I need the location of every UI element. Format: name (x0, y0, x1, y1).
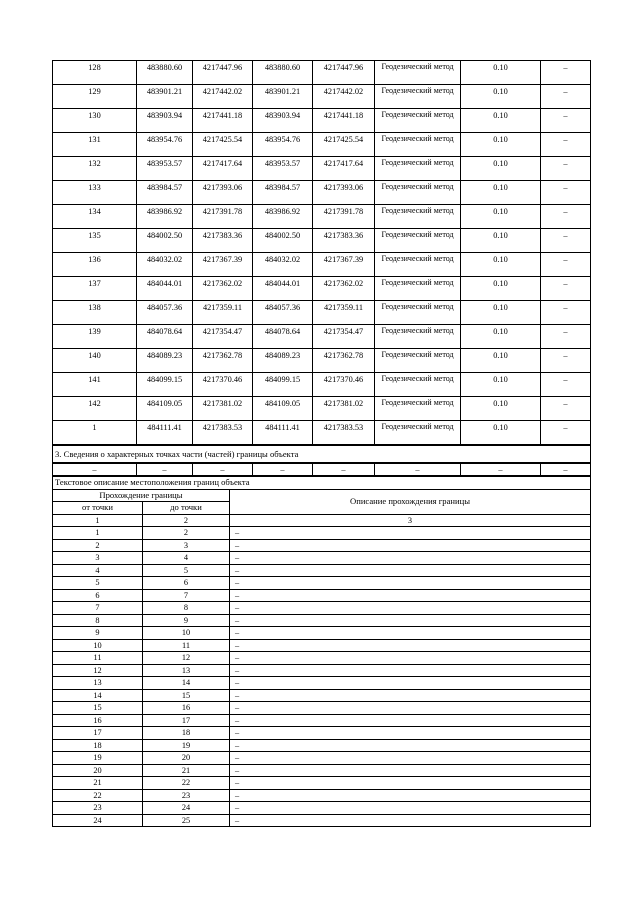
from-point: 24 (53, 814, 143, 827)
x-coordinate: 483880.60 (137, 61, 193, 85)
point-number: 129 (53, 85, 137, 109)
method-cell: Геодезический метод (375, 325, 461, 349)
boundary-row (53, 564, 591, 577)
description-cell: – (541, 85, 591, 109)
to-point: 5 (143, 564, 230, 577)
boundary-description: – (230, 802, 591, 815)
dash-cell: – (461, 464, 541, 476)
x-coordinate: 484109.05 (137, 397, 193, 421)
coordinate-row (53, 253, 591, 277)
coordinate-row (53, 85, 591, 109)
x-coordinate-new: 483901.21 (253, 85, 313, 109)
x-coordinate-new: 483880.60 (253, 61, 313, 85)
coordinate-row (53, 373, 591, 397)
to-point: 23 (143, 789, 230, 802)
from-point: 1 (53, 527, 143, 540)
from-point: 23 (53, 802, 143, 815)
to-point: 22 (143, 777, 230, 790)
to-point: 24 (143, 802, 230, 815)
y-coordinate-new: 4217447.96 (313, 61, 375, 85)
accuracy-cell: 0.10 (461, 397, 541, 421)
y-coordinate: 4217354.47 (193, 325, 253, 349)
x-coordinate: 483953.57 (137, 157, 193, 181)
description-header: Описание прохождения границы (230, 489, 591, 514)
section3-title-row (53, 446, 591, 463)
to-point: 21 (143, 764, 230, 777)
from-point: 16 (53, 714, 143, 727)
y-coordinate: 4217441.18 (193, 109, 253, 133)
y-coordinate-new: 4217367.39 (313, 253, 375, 277)
y-coordinate: 4217442.02 (193, 85, 253, 109)
from-point: 18 (53, 739, 143, 752)
y-coordinate-new: 4217441.18 (313, 109, 375, 133)
boundary-description: – (230, 789, 591, 802)
accuracy-cell: 0.10 (461, 349, 541, 373)
description-cell: – (541, 133, 591, 157)
description-cell: – (541, 277, 591, 301)
boundary-row (53, 652, 591, 665)
coordinate-row (53, 229, 591, 253)
accuracy-cell: 0.10 (461, 253, 541, 277)
y-coordinate: 4217447.96 (193, 61, 253, 85)
x-coordinate: 484078.64 (137, 325, 193, 349)
text-description-table (52, 476, 591, 827)
description-cell: – (541, 205, 591, 229)
y-coordinate-new: 4217362.78 (313, 349, 375, 373)
dash-cell: – (313, 464, 375, 476)
method-cell: Геодезический метод (375, 301, 461, 325)
y-coordinate: 4217383.36 (193, 229, 253, 253)
coordinate-row (53, 421, 591, 445)
from-point: 19 (53, 752, 143, 765)
column-number: 3 (230, 514, 591, 527)
passage-header: Прохождение границы (53, 489, 230, 502)
x-coordinate-new: 484044.01 (253, 277, 313, 301)
method-cell: Геодезический метод (375, 157, 461, 181)
x-coordinate-new: 484032.02 (253, 253, 313, 277)
boundary-description: – (230, 564, 591, 577)
accuracy-cell: 0.10 (461, 61, 541, 85)
accuracy-cell: 0.10 (461, 229, 541, 253)
y-coordinate: 4217425.54 (193, 133, 253, 157)
boundary-row (53, 552, 591, 565)
boundary-description: – (230, 614, 591, 627)
description-cell: – (541, 349, 591, 373)
boundary-description: – (230, 527, 591, 540)
section3-title: 3. Сведения о характерных точках части (частей) границы объекта (53, 446, 591, 463)
from-point: 5 (53, 577, 143, 590)
point-number: 130 (53, 109, 137, 133)
point-number: 1 (53, 421, 137, 445)
point-number: 142 (53, 397, 137, 421)
y-coordinate: 4217393.06 (193, 181, 253, 205)
boundary-description: – (230, 652, 591, 665)
method-cell: Геодезический метод (375, 253, 461, 277)
description-cell: – (541, 397, 591, 421)
accuracy-cell: 0.10 (461, 325, 541, 349)
coordinate-row (53, 325, 591, 349)
to-point: 17 (143, 714, 230, 727)
point-number: 137 (53, 277, 137, 301)
boundary-description: – (230, 664, 591, 677)
coordinates-table-body (53, 61, 591, 445)
x-coordinate: 483954.76 (137, 133, 193, 157)
boundary-description: – (230, 752, 591, 765)
point-number: 136 (53, 253, 137, 277)
coordinate-row (53, 301, 591, 325)
y-coordinate: 4217362.78 (193, 349, 253, 373)
method-cell: Геодезический метод (375, 181, 461, 205)
dash-cell: – (53, 464, 137, 476)
text-description-title-row (53, 477, 591, 490)
x-coordinate-new: 484002.50 (253, 229, 313, 253)
y-coordinate-new: 4217381.02 (313, 397, 375, 421)
y-coordinate: 4217362.02 (193, 277, 253, 301)
boundary-description: – (230, 552, 591, 565)
coordinate-row (53, 277, 591, 301)
y-coordinate-new: 4217370.46 (313, 373, 375, 397)
x-coordinate-new: 484109.05 (253, 397, 313, 421)
document-page (52, 60, 590, 827)
x-coordinate-new: 483903.94 (253, 109, 313, 133)
point-number: 138 (53, 301, 137, 325)
boundary-row (53, 702, 591, 715)
description-cell: – (541, 157, 591, 181)
boundary-row (53, 627, 591, 640)
method-cell: Геодезический метод (375, 133, 461, 157)
x-coordinate: 483901.21 (137, 85, 193, 109)
method-cell: Геодезический метод (375, 61, 461, 85)
point-number: 131 (53, 133, 137, 157)
from-point: 20 (53, 764, 143, 777)
boundary-description: – (230, 539, 591, 552)
from-point: 13 (53, 677, 143, 690)
to-point: 8 (143, 602, 230, 615)
dash-cell: – (375, 464, 461, 476)
boundary-description: – (230, 739, 591, 752)
boundary-row (53, 527, 591, 540)
from-point: 2 (53, 539, 143, 552)
boundary-description: – (230, 764, 591, 777)
boundary-description: – (230, 577, 591, 590)
x-coordinate: 484111.41 (137, 421, 193, 445)
boundary-row (53, 714, 591, 727)
boundary-description: – (230, 814, 591, 827)
coordinate-row (53, 61, 591, 85)
to-point: 12 (143, 652, 230, 665)
y-coordinate: 4217417.64 (193, 157, 253, 181)
y-coordinate: 4217367.39 (193, 253, 253, 277)
description-cell: – (541, 181, 591, 205)
y-coordinate-new: 4217442.02 (313, 85, 375, 109)
boundary-description: – (230, 677, 591, 690)
point-number: 139 (53, 325, 137, 349)
y-coordinate-new: 4217383.53 (313, 421, 375, 445)
dash-cell: – (137, 464, 193, 476)
from-point: 8 (53, 614, 143, 627)
x-coordinate: 484044.01 (137, 277, 193, 301)
to-point: 20 (143, 752, 230, 765)
boundary-description: – (230, 702, 591, 715)
x-coordinate: 483984.57 (137, 181, 193, 205)
to-point: 6 (143, 577, 230, 590)
dash-cell: – (541, 464, 591, 476)
coordinate-row (53, 157, 591, 181)
x-coordinate: 484057.36 (137, 301, 193, 325)
header-row-1 (53, 489, 591, 502)
x-coordinate-new: 484099.15 (253, 373, 313, 397)
accuracy-cell: 0.10 (461, 157, 541, 181)
to-point: 7 (143, 589, 230, 602)
from-point: 15 (53, 702, 143, 715)
y-coordinate: 4217370.46 (193, 373, 253, 397)
description-cell: – (541, 373, 591, 397)
boundary-row (53, 664, 591, 677)
boundary-row (53, 639, 591, 652)
to-point: 9 (143, 614, 230, 627)
from-point: 11 (53, 652, 143, 665)
boundary-row (53, 689, 591, 702)
to-point: 2 (143, 527, 230, 540)
from-point: 14 (53, 689, 143, 702)
method-cell: Геодезический метод (375, 421, 461, 445)
x-coordinate-new: 483984.57 (253, 181, 313, 205)
y-coordinate: 4217383.53 (193, 421, 253, 445)
boundary-description: – (230, 714, 591, 727)
x-coordinate-new: 483986.92 (253, 205, 313, 229)
x-coordinate: 483903.94 (137, 109, 193, 133)
x-coordinate: 484089.23 (137, 349, 193, 373)
to-point: 11 (143, 639, 230, 652)
boundary-row (53, 789, 591, 802)
coordinates-table (52, 60, 591, 445)
from-point: 3 (53, 552, 143, 565)
from-point: 17 (53, 727, 143, 740)
y-coordinate: 4217381.02 (193, 397, 253, 421)
from-point: 4 (53, 564, 143, 577)
to-point: 13 (143, 664, 230, 677)
y-coordinate-new: 4217425.54 (313, 133, 375, 157)
boundary-description: – (230, 589, 591, 602)
from-point: 9 (53, 627, 143, 640)
accuracy-cell: 0.10 (461, 181, 541, 205)
boundary-row (53, 814, 591, 827)
text-description-title: Текстовое описание местоположения границ объекта (53, 477, 591, 490)
x-coordinate-new: 483954.76 (253, 133, 313, 157)
method-cell: Геодезический метод (375, 349, 461, 373)
y-coordinate-new: 4217354.47 (313, 325, 375, 349)
boundary-row (53, 739, 591, 752)
boundary-row (53, 802, 591, 815)
y-coordinate: 4217359.11 (193, 301, 253, 325)
boundary-row (53, 677, 591, 690)
to-point: 18 (143, 727, 230, 740)
boundary-row (53, 602, 591, 615)
method-cell: Геодезический метод (375, 229, 461, 253)
dash-cell: – (253, 464, 313, 476)
coordinate-row (53, 397, 591, 421)
x-coordinate: 483986.92 (137, 205, 193, 229)
boundary-description: – (230, 639, 591, 652)
x-coordinate-new: 484089.23 (253, 349, 313, 373)
point-number: 134 (53, 205, 137, 229)
column-number: 2 (143, 514, 230, 527)
accuracy-cell: 0.10 (461, 301, 541, 325)
to-point-header: до точки (143, 502, 230, 515)
description-cell: – (541, 301, 591, 325)
x-coordinate-new: 483953.57 (253, 157, 313, 181)
description-cell: – (541, 421, 591, 445)
to-point: 25 (143, 814, 230, 827)
boundary-row (53, 589, 591, 602)
accuracy-cell: 0.10 (461, 277, 541, 301)
coordinate-row (53, 109, 591, 133)
method-cell: Геодезический метод (375, 85, 461, 109)
to-point: 16 (143, 702, 230, 715)
from-point: 12 (53, 664, 143, 677)
description-cell: – (541, 61, 591, 85)
boundary-row (53, 727, 591, 740)
point-number: 135 (53, 229, 137, 253)
to-point: 14 (143, 677, 230, 690)
x-coordinate-new: 484111.41 (253, 421, 313, 445)
accuracy-cell: 0.10 (461, 205, 541, 229)
x-coordinate: 484099.15 (137, 373, 193, 397)
boundary-row (53, 752, 591, 765)
y-coordinate-new: 4217391.78 (313, 205, 375, 229)
from-point: 22 (53, 789, 143, 802)
to-point: 15 (143, 689, 230, 702)
boundary-description: – (230, 777, 591, 790)
column-number-row (53, 514, 591, 527)
y-coordinate-new: 4217393.06 (313, 181, 375, 205)
y-coordinate-new: 4217359.11 (313, 301, 375, 325)
accuracy-cell: 0.10 (461, 133, 541, 157)
column-number: 1 (53, 514, 143, 527)
boundary-description: – (230, 602, 591, 615)
from-point: 21 (53, 777, 143, 790)
to-point: 10 (143, 627, 230, 640)
from-point-header: от точки (53, 502, 143, 515)
accuracy-cell: 0.10 (461, 109, 541, 133)
description-cell: – (541, 325, 591, 349)
boundary-row (53, 577, 591, 590)
boundary-description: – (230, 627, 591, 640)
y-coordinate-new: 4217383.36 (313, 229, 375, 253)
x-coordinate-new: 484057.36 (253, 301, 313, 325)
method-cell: Геодезический метод (375, 205, 461, 229)
method-cell: Геодезический метод (375, 277, 461, 301)
to-point: 19 (143, 739, 230, 752)
y-coordinate: 4217391.78 (193, 205, 253, 229)
boundary-row (53, 777, 591, 790)
to-point: 4 (143, 552, 230, 565)
x-coordinate: 484032.02 (137, 253, 193, 277)
to-point: 3 (143, 539, 230, 552)
dash-cell: – (193, 464, 253, 476)
method-cell: Геодезический метод (375, 397, 461, 421)
section3-dash-row-table (52, 463, 591, 476)
section3-table (52, 445, 591, 463)
y-coordinate-new: 4217362.02 (313, 277, 375, 301)
point-number: 141 (53, 373, 137, 397)
boundary-row (53, 539, 591, 552)
x-coordinate-new: 484078.64 (253, 325, 313, 349)
boundary-row (53, 764, 591, 777)
boundary-row (53, 614, 591, 627)
description-cell: – (541, 253, 591, 277)
boundary-description: – (230, 689, 591, 702)
description-cell: – (541, 109, 591, 133)
method-cell: Геодезический метод (375, 373, 461, 397)
from-point: 7 (53, 602, 143, 615)
point-number: 132 (53, 157, 137, 181)
boundary-description: – (230, 727, 591, 740)
point-number: 128 (53, 61, 137, 85)
point-number: 133 (53, 181, 137, 205)
accuracy-cell: 0.10 (461, 85, 541, 109)
x-coordinate: 484002.50 (137, 229, 193, 253)
accuracy-cell: 0.10 (461, 373, 541, 397)
from-point: 6 (53, 589, 143, 602)
coordinate-row (53, 133, 591, 157)
coordinate-row (53, 181, 591, 205)
section3-dash-row (53, 464, 591, 476)
point-number: 140 (53, 349, 137, 373)
y-coordinate-new: 4217417.64 (313, 157, 375, 181)
accuracy-cell: 0.10 (461, 421, 541, 445)
description-cell: – (541, 229, 591, 253)
method-cell: Геодезический метод (375, 109, 461, 133)
from-point: 10 (53, 639, 143, 652)
coordinate-row (53, 349, 591, 373)
coordinate-row (53, 205, 591, 229)
